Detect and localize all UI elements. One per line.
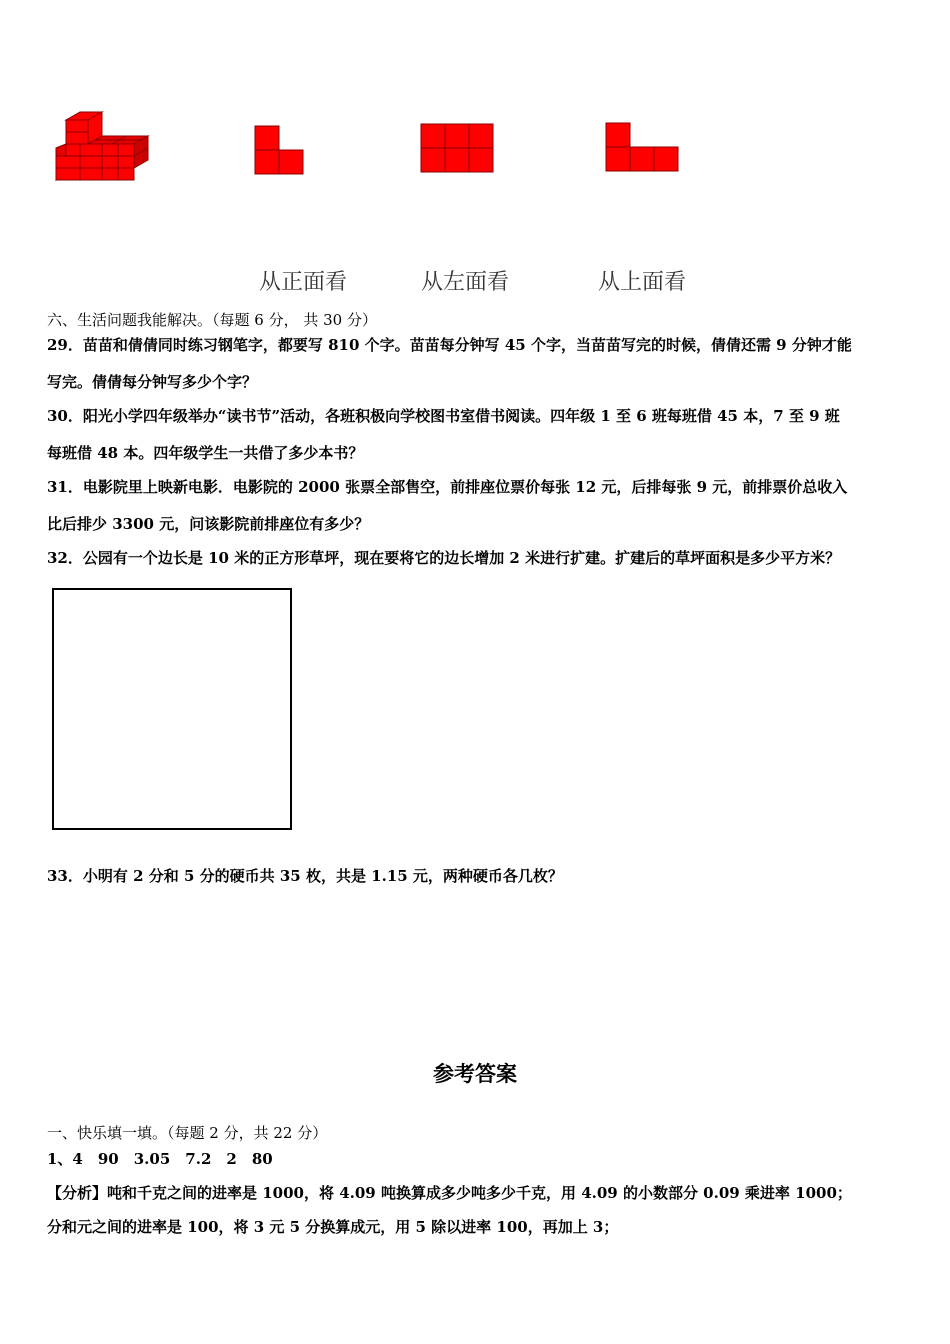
section6-heading: 六、生活问题我能解决。（每题 6 分， 共 30 分） (47, 311, 377, 329)
answers-title: 参考答案 (433, 1062, 517, 1086)
answer-1: 1、4 90 3.05 7.2 2 80 (47, 1150, 273, 1168)
left-view-figure (420, 123, 496, 175)
front-view-figure (254, 125, 306, 175)
question-31-line2: 比后排少 3300 元，问该影院前排座位有多少？ (47, 515, 370, 533)
question-31-line1: 31．电影院里上映新电影．电影院的 2000 张票全部售空，前排座位票价每张 12 元，后排每张 9 元，前排票价总收入 (47, 478, 848, 496)
question-29-line1: 29．苗苗和倩倩同时练习钢笔字，都要写 810 个字。苗苗每分钟写 45 个字，当苗苗写完的时候，倩倩还需 9 分钟才能 (47, 336, 852, 354)
analysis-line2: 分和元之间的进率是 100，将 3 元 5 分换算成元，用 5 除以进率 100，再加上 3； (47, 1218, 619, 1236)
analysis-line1 (47, 1183, 852, 1203)
front-view-label: 从正面看 (259, 270, 348, 295)
question-30-line2: 每班借 48 本。四年级学生一共借了多少本书？ (47, 444, 364, 462)
square-lawn-figure (52, 588, 292, 830)
cube-stack-figure (52, 108, 152, 184)
question-30-line1: 30．阳光小学四年级举办“读书节”活动，各班积极向学校图书室借书阅读。四年级 1 至 6 班每班借 45 本，7 至 9 班 (47, 407, 840, 425)
answers-section1-heading: 一、快乐填一填。（每题 2 分，共 22 分） (47, 1124, 328, 1142)
analysis-text-1: 吨和千克之间的进率是 1000，将 4.09 吨换算成多少吨多少千克，用 4.09 的小数部分 0.09 乘进率 1000； (107, 1184, 852, 1202)
question-33: 33．小明有 2 分和 5 分的硬币共 35 枚，共是 1.15 元，两种硬币各几枚？ (47, 867, 563, 885)
top-view-figure (605, 122, 681, 174)
question-29-line2: 写完。倩倩每分钟写多少个字？ (47, 373, 258, 391)
analysis-tag: 【分析】 (47, 1184, 108, 1202)
question-32: 32．公园有一个边长是 10 米的正方形草坪，现在要将它的边长增加 2 米进行扩建。扩建后的草坪面积是多少平方米？ (47, 549, 841, 567)
top-view-label: 从上面看 (598, 270, 687, 295)
left-view-label: 从左面看 (421, 270, 510, 295)
